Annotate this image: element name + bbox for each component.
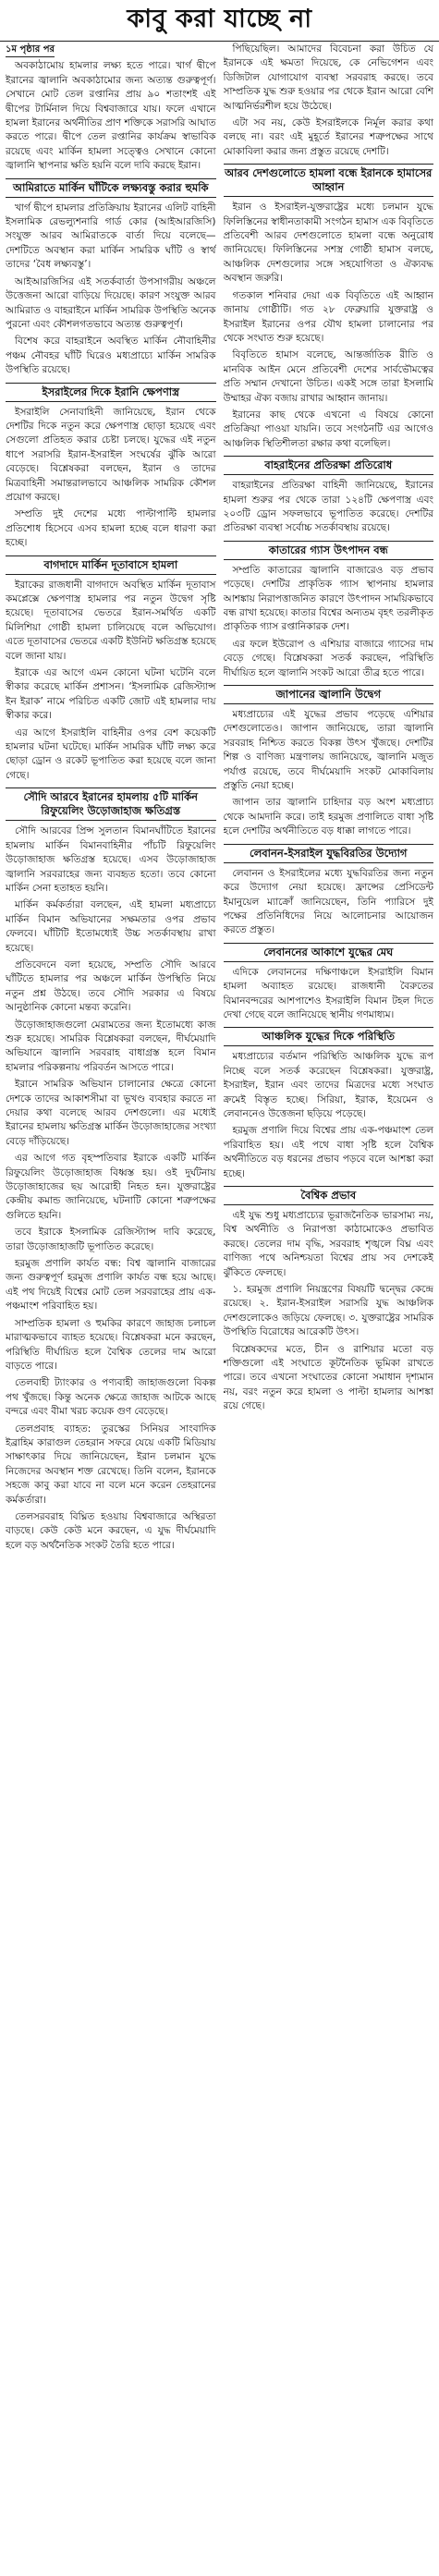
subheading: আঞ্চলিক যুদ্ধের দিকে পরিস্থিতি	[224, 1027, 434, 1046]
paragraph: বাহরাইনের প্রতিরক্ষা বাহিনী জানিয়েছে, ইরানের হামলা শুরুর পর থেকে তারা ১২৪টি ক্ষেপণাস্ত্র এবং ২০৩টি ড্রোন সফলভাবে ভূপাতিত করেছে। দেশটির প্রতিরক্ষা ব্যবস্থা সর্বোচ্চ সতর্কাবস্থায় রয়েছে।	[223, 480, 433, 534]
paragraph: উড়োজাহাজগুলো মেরামতের জন্য ইতোমধ্যে কাজ শুরু হয়েছে। সামরিক বিশ্লেষকরা বলছেন, দীর্ঘমেয়াদি অভিযানে জ্বালানি সরবরাহ বাধাগ্রস্ত হলে বিমান হামলার পরিকল্পনায় পরিবর্তন আসতে পারে।	[6, 1019, 216, 1073]
paragraph: ইরানে সামরিক অভিযান চালানোর ক্ষেত্রে কোনো দেশকে তাদের আকাশসীমা বা ভূখণ্ড ব্যবহার করতে না দেয়ার কথা বলেছে আরব দেশগুলো। এর মধ্যেই ইরানের হামলায় ক্ষতিগ্রস্ত মার্কিন উড়োজাহাজের সংখ্যা বেড়ে দাঁড়িয়েছে।	[6, 1079, 216, 1147]
paragraph: পিছিয়েছিল। আমাদের বিবেচনা করা উচিত যে ইরানকে এই ক্ষমতা দিয়েছে, কে নেভিগেশন এবং ডিজিটাল যোগাযোগ ব্যবস্থা সরবরাহ করছে। তবে সাম্প্রতিক যুদ্ধ শুরু হওয়ার পর থেকে ইরান আরো বেশি আত্মনির্ভরশীল হয়ে উঠেছে।	[223, 43, 433, 112]
subheading: বাহরাইনের প্রতিরক্ষা প্রতিরোধ	[224, 456, 434, 475]
paragraph: মার্কিন কর্মকর্তারা বলছেন, এই হামলা মধ্যপ্রাচ্যে মার্কিন বিমান অভিযানের সক্ষমতার ওপর প্রভাব ফেলবে। ঘাঁটিটি ইতোমধ্যেই উচ্চ সতর্কাবস্থায় রাখা হয়েছে।	[6, 899, 216, 954]
paragraph: এটা সব নয়, কেউ ইসরাইলকে নির্মূল করার কথা বলছে না। বরং এই মুহূর্তে ইরানের শত্রুপক্ষের সাথে মোকাবিলা করার জন্য প্রস্তুত রয়েছে দেশটি।	[223, 117, 433, 157]
paragraph: এর ফলে ইউরোপ ও এশিয়ার বাজারে গ্যাসের দাম বেড়ে গেছে। বিশ্লেষকরা সতর্ক করছেন, পরিস্থিতি দীর্ঘায়িত হলে জ্বালানি সংকট আরো তীব্র হতে পারে।	[223, 638, 433, 678]
paragraph: এদিকে লেবাননের দক্ষিণাঞ্চলে ইসরাইলি বিমান হামলা অব্যাহত রয়েছে। রাজধানী বৈরুতের বিমানবন্দরের আশপাশেও ইসরাইলি বিমান টহল দিতে দেখা গেছে বলে জানিয়েছে স্থানীয় গণমাধ্যম।	[223, 966, 433, 1020]
paragraph: লেবানন ও ইসরাইলের মধ্যে যুদ্ধবিরতির জন্য নতুন করে উদ্যোগ নেয়া হয়েছে। ফ্রান্সের প্রেসিডেন্ট ইমানুয়েল ম্যাক্রোঁ জানিয়েছেন, তিনি প্যারিসে দুই পক্ষের প্রতিনিধিদের নিয়ে আলোচনার আয়োজন করতে প্রস্তুত।	[223, 867, 433, 936]
paragraph: বিশেষ করে বাহরাইনে অবস্থিত মার্কিন নৌবাহিনীর পঞ্চম নৌবহর ঘাঁটি ঘিরেও মধ্যপ্রাচ্যে মার্কিন সামরিক উপস্থিতি রয়েছে।	[6, 336, 216, 376]
paragraph: অবকাঠামোয় হামলার লক্ষ্য হতে পারে। খার্গ দ্বীপে ইরানের জ্বালানি অবকাঠামোর জন্য অত্যন্ত গুরুত্বপূর্ণ। সেখানে মোট তেল রপ্তানির প্রায় ৯০ শতাংশই এই দ্বীপের টার্মিনাল দিয়ে বিশ্ববাজারে যায়। ফলে এখানে হামলা ইরানের অর্থনীতির প্রাণ শক্তিকে সরাসরি আঘাত করতে পারে। দ্বীপে তেল রপ্তানির কার্যক্রম স্বাভাবিক রয়েছে এবং মার্কিন হামলা সত্ত্বেও সেখানে কোনো জ্বালানি স্থাপনার ক্ষতি হয়নি বলে দাবি করছে ইরান।	[6, 60, 216, 172]
paragraph: সৌদি আরবের প্রিন্স সুলতান বিমানঘাঁটিতে ইরানের হামলায় মার্কিন বিমানবাহিনীর পাঁচটি রিফুয়েলিং উড়োজাহাজ ক্ষতিগ্রস্ত হয়েছে। এসব উড়োজাহাজ জ্বালানি সরবরাহের জন্য ব্যবহৃত হতো। তবে কোনো মার্কিন সেনা হতাহত হয়নি।	[6, 825, 216, 894]
subheading: বাগদাদে মার্কিন দূতাবাসে হামলা	[6, 555, 216, 575]
paragraph: সম্প্রতি দুই দেশের মধ্যে পাল্টাপাল্টি হামলার প্রতিশোধ হিসেবে এসব হামলা হচ্ছে বলে ধারণা করা হচ্ছে।	[6, 508, 216, 549]
jump-label: ১ম পৃষ্ঠার পর	[6, 43, 55, 57]
subheading: লেবাননের আকাশে যুদ্ধের মেঘ	[224, 943, 434, 962]
paragraph: প্রতিবেদনে বলা হয়েছে, সম্প্রতি সৌদি আরবে ঘাঁটিতে হামলার পর অঞ্চলে মার্কিন উপস্থিতি নিয়ে নতুন প্রশ্ন উঠছে। তবে সৌদি সরকার এ বিষয়ে আনুষ্ঠানিক কোনো মন্তব্য করেনি।	[6, 958, 216, 1014]
paragraph: মধ্যপ্রাচ্যের এই যুদ্ধের প্রভাব পড়েছে এশিয়ার দেশগুলোতেও। জাপান জানিয়েছে, তারা জ্বালানি সরবরাহ নিশ্চিত করতে বিকল্প উৎস খুঁজছে। দেশটির শিল্প ও বাণিজ্য মন্ত্রণালয় জানিয়েছে, জ্বালানি মজুত পর্যাপ্ত রয়েছে, তবে দীর্ঘমেয়াদি সংকট মোকাবিলায় প্রস্তুতি নেয়া হচ্ছে।	[223, 709, 433, 792]
paragraph: জাপান তার জ্বালানি চাহিদার বড় অংশ মধ্যপ্রাচ্য থেকে আমদানি করে। তাই হরমুজ প্রণালিতে বাধা সৃষ্টি হলে দেশটির অর্থনীতিতে বড় ধাক্কা লাগতে পারে।	[223, 797, 433, 837]
right-column	[224, 43, 434, 2572]
paragraph: তেলপ্রবাহ ব্যাহত: তুরস্কের সিনিয়র সাংবাদিক ইব্রাহিম কারাগুল তেহরান সফরে যেয়ে একটি মিডিয়ায় সাক্ষাৎকার দিয়ে জানিয়েছেন, ইরান চলমান যুদ্ধে নিজেদের অবস্থান শক্ত রেখেছে। তিনি বলেন, ইরানকে সহজে কাবু করা যাবে না বলে মনে করেন তেহরানের কর্মকর্তারা।	[6, 1422, 216, 1506]
paragraph: হরমুজ প্রণালি দিয়ে বিশ্বের প্রায় এক-পঞ্চমাংশ তেল পরিবাহিত হয়। এই পথে বাধা সৃষ্টি হলে বৈশ্বিক অর্থনীতিতে বড় ধরনের প্রভাব পড়বে বলে আশঙ্কা করা হচ্ছে।	[223, 1125, 433, 1179]
subheading: লেবানন-ইসরাইল যুদ্ধবিরতির উদ্যোগ	[224, 844, 434, 863]
paragraph: ইরাকে এর আগে এমন কোনো ঘটনা ঘটেনি বলে স্বীকার করেছে মার্কিন প্রশাসন। ‘ইসলামিক রেজিস্ট্যান্স ইন ইরাক’ নামে পরিচিত একটি জোট এই হামলার দায় স্বীকার করে।	[6, 667, 216, 722]
paragraph: আইআরজিসির এই সতর্কবার্তা উপসাগরীয় অঞ্চলে উত্তেজনা আরো বাড়িয়ে দিয়েছে। কারণ সংযুক্ত আরব আমিরাত ও বাহরাইনে মার্কিন সামরিক উপস্থিতি অনেক পুরনো এবং কৌশলগতভাবে অত্যন্ত গুরুত্বপূর্ণ।	[6, 275, 216, 330]
paragraph: সাম্প্রতিক হামলা ও হুমকির কারণে জাহাজ চলাচল মারাত্মকভাবে ব্যাহত হয়েছে। বিশ্লেষকরা মনে করছেন, পরিস্থিতি দীর্ঘায়িত হলে বৈশ্বিক তেলের দাম আরো বাড়তে পারে।	[6, 1317, 216, 1372]
article-body	[6, 43, 433, 2572]
paragraph: বিবৃতিতে হামাস বলেছে, আন্তর্জাতিক রীতি ও মানবিক আইন মেনে প্রতিবেশী দেশের সার্বভৌমত্বের প্রতি সম্মান দেখানো উচিত। একই সঙ্গে তারা ইসলামি উম্মাহর ঐক্য বজায় রাখার আহ্বান জানায়।	[223, 349, 433, 404]
paragraph: ইরানের কাছ থেকে এখনো এ বিষয়ে কোনো প্রতিক্রিয়া পাওয়া যায়নি। তবে সংগঠনটি এর আগেও আঞ্চলিক স্থিতিশীলতা রক্ষার কথা বলেছিল।	[223, 409, 433, 449]
paragraph: এর আগে ইসরাইলি বাহিনীর ওপর বেশ কয়েকটি হামলার ঘটনা ঘটেছে। মার্কিন সামরিক ঘাঁটি লক্ষ্য করে ছোড়া ড্রোন ও রকেট ভূপাতিত করা হয়েছে বলে জানা গেছে।	[6, 726, 216, 781]
paragraph: তেলসরবরাহ বিঘ্নিত হওয়ায় বিশ্ববাজারে অস্থিরতা বাড়ছে। কেউ কেউ মনে করছেন, এ যুদ্ধ দীর্ঘমেয়াদি হলে বড় অর্থনৈতিক সংকট তৈরি হতে পারে।	[6, 1510, 216, 1551]
subheading: আমিরাতে মার্কিন ঘাঁটিকে লক্ষ্যবস্তু করার হুমকি	[6, 178, 216, 198]
subheading: বৈশ্বিক প্রভাব	[224, 1186, 434, 1205]
subheading: সৌদি আরবে ইরানের হামলায় ৫টি মার্কিন রিফুয়েলিং উড়োজাহাজ ক্ষতিগ্রস্ত	[6, 787, 216, 821]
left-column	[6, 43, 216, 2572]
paragraph: খার্গ দ্বীপে হামলার প্রতিক্রিয়ায় ইরানের এলিট বাহিনী ইসলামিক রেভল্যুশনারি গার্ড কোর (আইআরজিসি) সংযুক্ত আরব আমিরাতকে বার্তা দিয়ে বলেছে— দেশটিতে অবস্থান করা মার্কিন সামরিক ঘাঁটি ও স্বার্থ তাদের ‘বৈধ লক্ষ্যবস্তু’।	[6, 201, 216, 271]
paragraph: ইরাকের রাজধানী বাগদাদে অবস্থিত মার্কিন দূতাবাস কমপ্লেক্সে ক্ষেপণাস্ত্র হামলার পর নতুন উদ্বেগ সৃষ্টি হয়েছে। দূতাবাসের ভেতরে ইরান-সমর্থিত একটি মিলিশিয়া গোষ্ঠী হামলা চালিয়েছে বলে অভিযোগ। এতে দূতাবাসের ভেতরে একটি ইউনিট ক্ষতিগ্রস্ত হয়েছে বলে জানা যায়।	[6, 579, 216, 662]
paragraph: ১. হরমুজ প্রণালি নিয়ন্ত্রণের বিষয়টি দ্বন্দ্বের কেন্দ্রে রয়েছে। ২. ইরান-ইসরাইল সরাসরি যুদ্ধ আঞ্চলিক দেশগুলোকেও জড়িয়ে ফেলছে। ৩. যুক্তরাষ্ট্রের সামরিক উপস্থিতি বিরোধের আরেকটি উৎস।	[223, 1284, 433, 1338]
subheading: আরব দেশগুলোতে হামলা বন্ধে ইরানকে হামাসের আহ্বান	[224, 164, 434, 197]
paragraph: এর আগে গত বৃহস্পতিবার ইরাকে একটি মার্কিন রিফুয়েলিং উড়োজাহাজ বিধ্বস্ত হয়। ওই দুর্ঘটনায় উড়োজাহাজের ছয় আরোহী নিহত হন। যুক্তরাষ্ট্রের কেন্দ্রীয় কমান্ড জানিয়েছে, ঘটনাটি কোনো শত্রুপক্ষের গুলিতে হয়নি।	[6, 1153, 216, 1221]
paragraph: ইসরাইলি সেনাবাহিনী জানিয়েছে, ইরান থেকে দেশটির দিকে নতুন করে ক্ষেপণাস্ত্র ছোড়া হয়েছে এবং সেগুলো প্রতিহত করার চেষ্টা চলছে। যুদ্ধের এই নতুন ধাপে সরাসরি ইরান-ইসরাইল সংঘর্ষের ঝুঁকি আরো বেড়েছে। বিশ্লেষকরা বলছেন, ইরান ও তাদের মিত্রবাহিনী সমান্তরালভাবে আঞ্চলিক সামরিক কৌশল প্রয়োগ করছে।	[6, 406, 216, 503]
headline: কাবু করা যাচ্ছে না	[0, 0, 439, 42]
paragraph: মধ্যপ্রাচ্যের বর্তমান পরিস্থিতি আঞ্চলিক যুদ্ধে রূপ নিচ্ছে বলে সতর্ক করেছেন বিশ্লেষকরা। যুক্তরাষ্ট্র, ইসরাইল, ইরান এবং তাদের মিত্রদের মধ্যে সংঘাত ক্রমেই বিস্তৃত হচ্ছে। সিরিয়া, ইরাক, ইয়েমেন ও লেবাননেও উত্তেজনা ছড়িয়ে পড়েছে।	[223, 1051, 433, 1119]
paragraph: তবে ইরাকে ইসলামিক রেজিস্ট্যান্স দাবি করেছে, তারা উড়োজাহাজটি ভূপাতিত করেছে।	[6, 1227, 216, 1252]
paragraph: এই যুদ্ধ শুধু মধ্যপ্রাচ্যের ভূরাজনৈতিক ভারসাম্য নয়, বিশ্ব অর্থনীতি ও নিরাপত্তা কাঠামোকেও প্রভাবিত করছে। তেলের দাম বৃদ্ধি, সরবরাহ শৃঙ্খলে বিঘ্ন এবং বাণিজ্য পথে অনিশ্চয়তা বিশ্বের প্রায় সব দেশকেই ঝুঁকিতে ফেলছে।	[223, 1210, 433, 1278]
paragraph: ইরান ও ইসরাইল-যুক্তরাষ্ট্রের মধ্যে চলমান যুদ্ধে ফিলিস্তিনের স্বাধীনতাকামী সংগঠন হামাস এক বিবৃতিতে প্রতিবেশী আরব দেশগুলোতে হামলা বন্ধে অনুরোধ জানিয়েছে। ফিলিস্তিনের সশস্ত্র গোষ্ঠী হামাস বলছে, আঞ্চলিক দেশগুলোর সঙ্গে সহযোগিতা ও ঐক্যবদ্ধ অবস্থান জরুরি।	[223, 201, 433, 285]
paragraph: সম্প্রতি কাতারের জ্বালানি বাজারেও বড় প্রভাব পড়েছে। দেশটির প্রাকৃতিক গ্যাস স্থাপনায় হামলার আশঙ্কায় নিরাপত্তাজনিত কারণে উৎপাদন সাময়িকভাবে বন্ধ রাখা হয়েছে। কাতার বিশ্বের অন্যতম বৃহৎ তরলীকৃত প্রাকৃতিক গ্যাস রপ্তানিকারক দেশ।	[223, 564, 433, 633]
paragraph: বিশ্লেষকদের মতে, চীন ও রাশিয়ার মতো বড় শক্তিগুলো এই সংঘাতে কূটনৈতিক ভূমিকা রাখতে পারে। তবে এখনো সংঘাতের কোনো সমাধান দৃশ্যমান নয়, বরং নতুন করে হামলা ও পাল্টা হামলার আশঙ্কা রয়ে গেছে।	[223, 1343, 433, 1412]
subheading: ইসরাইলের দিকে ইরানি ক্ষেপণাস্ত্র	[6, 383, 216, 402]
paragraph: তেলবাহী ট্যাংকার ও পণ্যবাহী জাহাজগুলো বিকল্প পথ খুঁজছে। কিন্তু অনেক ক্ষেত্রে জাহাজ আটকে আছে বন্দরে এবং বীমা খরচ কয়েক গুণ বেড়েছে।	[6, 1377, 216, 1418]
paragraph: হরমুজ প্রণালি কার্যত বন্ধ: বিশ্ব জ্বালানি বাজারের জন্য গুরুত্বপূর্ণ হরমুজ প্রণালি কার্যত বন্ধ হয়ে আছে। এই পথ দিয়েই বিশ্বের মোট তেল সরবরাহের প্রায় এক-পঞ্চমাংশ পরিবাহিত হয়।	[6, 1258, 216, 1312]
subheading: কাতারের গ্যাস উৎপাদন বন্ধ	[224, 541, 434, 560]
paragraph: গতকাল শনিবার দেয়া এক বিবৃতিতে এই আহ্বান জানায় গোষ্ঠীটি। গত ২৮ ফেব্রুয়ারি যুক্তরাষ্ট্র ও ইসরাইল ইরানের ওপর যৌথ হামলা চালানোর পর থেকে সংঘাত শুরু হয়েছে।	[223, 289, 433, 344]
subheading: জাপানের জ্বালানি উদ্বেগ	[224, 685, 434, 704]
